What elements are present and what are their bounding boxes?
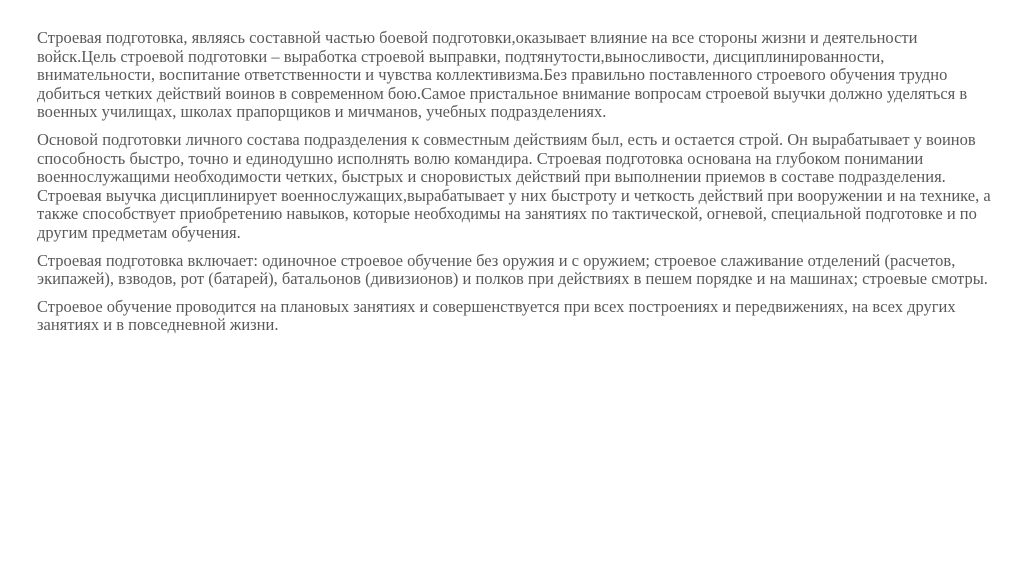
paragraph-formation-basis: Основой подготовки личного состава подразделения к совместным действиям был, есть и остается строй. Он вырабатывает у воинов способность быстро, точно и единодушно исполнять волю командира. Строевая подготовка основана на глубоком понимании военнослужащими необходимости четких, быстрых и сноровистых действий при выполнении приемов в составе подразделения. Строевая выучка дисциплинирует военнослужащих,вырабатывает у них быстроту и четкость действий при вооружении и на технике, а также способствует приобретению навыков, которые необходимы на занятиях по тактической, огневой, специальной подготовке и по другим предметам обучения. <box>37 129 991 242</box>
slide-body-text <box>37 29 997 344</box>
paragraph-drill-training-purpose: Строевая подготовка, являясь составной частью боевой подготовки,оказывает влияние на все стороны жизни и деятельности войск.Цель строевой подготовки – выработка строевой выправки, подтянутости,выносливости, дисциплинированности, внимательности, воспитание ответственности и чувства коллективизма.Без правильно поставленного строевого обучения трудно добиться четких действий воинов в современном бою.Самое пристальное внимание вопросам строевой выучки должно уделяться в военных училищах, школах прапорщиков и мичманов, учебных подразделениях. <box>37 28 968 122</box>
paragraph-drill-training-conduct: Строевое обучение проводится на плановых занятиях и совершенствуется при всех построениях и передвижениях, на всех других занятиях и в повседневной жизни. <box>37 296 956 335</box>
paragraph-drill-training-includes: Строевая подготовка включает: одиночное строевое обучение без оружия и с оружием; строевое слаживание отделений (расчетов, экипажей), взводов, рот (батарей), батальонов (дивизионов) и полков при действиях в пешем порядке и на машинах; строевые смотры. <box>37 250 988 289</box>
